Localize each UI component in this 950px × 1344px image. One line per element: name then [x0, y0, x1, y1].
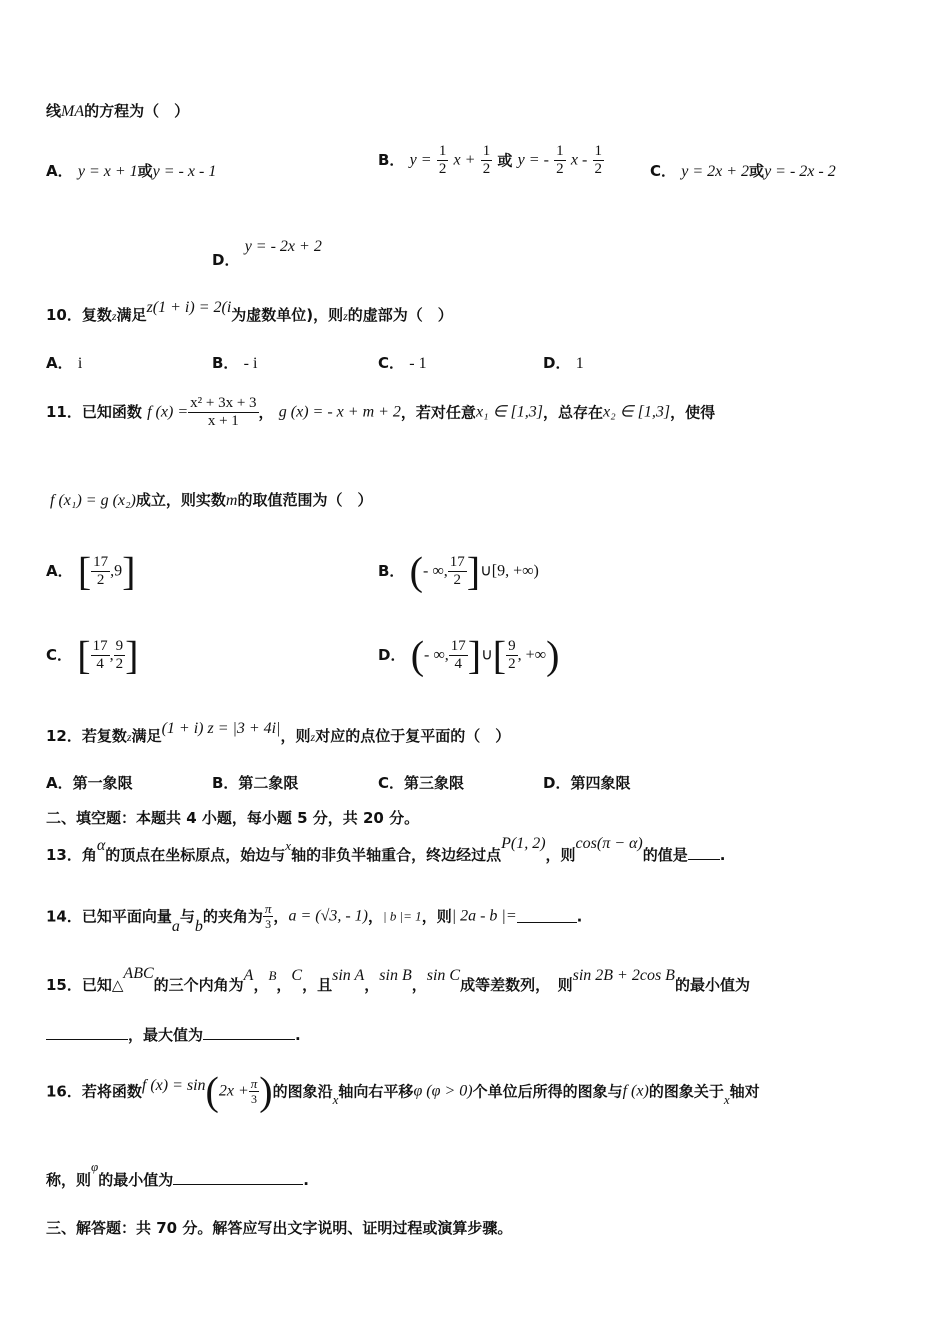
or-text: 或: [497, 151, 513, 170]
q9-a-eq1: y = x + 1: [77, 163, 138, 180]
q11-x1-range: x₁ ∈ [1,3]: [475, 403, 543, 421]
option-label: C．: [650, 162, 677, 180]
q12-text3: 对应的点位于复平面的（ ）: [315, 727, 511, 745]
q11-option-c: C． [ $\frac{17}{4}$ , $\frac{9}{2}$ ]: [46, 632, 139, 678]
q11-x2-range: x₂ ∈ [1,3]: [603, 403, 671, 421]
option-label: A．: [46, 162, 73, 180]
q10-z: z: [343, 309, 348, 323]
q12-text1: 满足: [131, 727, 162, 745]
option-label: B．: [378, 151, 405, 169]
question-16: 16．若将函数f (x) = sin(2x + $\frac{\pi}{3}$ )的图象沿x轴向右平移φ (φ > 0)个单位后所得的图象与f (x)的图象关于x轴对: [46, 1068, 760, 1114]
option-label: D．: [212, 251, 240, 269]
q9-b-frac4: $\frac{1}{2}$: [594, 143, 603, 177]
or-text: 或: [749, 162, 765, 180]
q11-text5: 的取值范围为（ ）: [237, 491, 373, 509]
q9-stem-math: MA: [61, 103, 85, 120]
q12-number: 12．若复数: [46, 727, 127, 745]
q12-option-c: C．第三象限: [378, 774, 465, 792]
q10-z: z: [111, 309, 117, 323]
q11-number: 11．已知函数: [46, 403, 142, 421]
q10-option-a: A． i: [46, 354, 83, 372]
q9-stem: [46, 101, 189, 122]
q12-option-a: A．第一象限: [46, 774, 133, 792]
q9-b-x2: x -: [570, 151, 588, 169]
question-10: [46, 299, 453, 326]
q14-answer-blank[interactable]: [517, 910, 577, 923]
q9-stem-post: 的方程为（ ）: [84, 102, 190, 120]
q10-text2: 为虚数单位)，则: [231, 306, 344, 324]
q11-cond: f (x₁) = g (x₂): [50, 492, 136, 509]
q10-option-d: D． 1: [543, 354, 584, 372]
q10-equation: z(1 + i) = 2(i: [146, 299, 232, 316]
q13-answer-blank[interactable]: [688, 845, 720, 860]
q11-option-d: D． (- ∞, $\frac{17}{4}$ ]∪[ $\frac{9}{2}$ , +∞): [378, 632, 560, 678]
q13-cos-expr: cos(π − α): [575, 835, 643, 852]
option-label: A．: [46, 562, 73, 580]
q9-b-frac1: $\frac{1}{2}$: [438, 143, 447, 177]
q13-point: P(1, 2): [501, 835, 546, 852]
q11-condition: [50, 490, 372, 511]
q9-b-x: x +: [453, 151, 476, 169]
q11-g: g (x) = - x + m + 2: [278, 403, 401, 421]
q12-text2: ，则: [280, 727, 311, 745]
q9-option-c: [650, 161, 836, 182]
q16-answer-blank[interactable]: [173, 1170, 303, 1185]
question-14: 14．已知平面向量a与b的夹角为 $\frac{\pi}{3}$ ，a = (√3, - 1)，| b |= 1，则| 2a - b |= .: [46, 901, 583, 935]
q11-option-b: B． (- ∞, $\frac{17}{2}$ ]∪[9, +∞): [378, 548, 539, 594]
q11-option-a: A． [ $\frac{17}{2}$ ,9]: [46, 548, 136, 594]
q11-m: m: [225, 492, 238, 509]
q12-equation: (1 + i) z = |3 + 4i|: [161, 720, 281, 737]
q12-option-d: D．第四象限: [543, 774, 631, 792]
section-2-heading: 二、填空题：本题共 4 小题，每小题 5 分，共 20 分。: [46, 809, 420, 827]
q10-option-b: B． - i: [212, 354, 258, 372]
q11-f-frac: $\frac{\text{x² + 3x + 3}}{x + 1}$: [190, 395, 257, 429]
q9-a-eq2: y = - x - 1: [152, 163, 217, 180]
q10-number: 10．复数: [46, 306, 112, 324]
question-15: 15．已知△ABC的三个内角为A，B，C，且sin A，sin B，sin C成等差数列， 则sin 2B + 2cos B的最小值为: [46, 965, 750, 994]
or-text: 或: [137, 162, 153, 180]
q12-option-b: B．第二象限: [212, 774, 299, 792]
q10-text3: 的虚部为（ ）: [347, 306, 453, 324]
q9-b-frac3: $\frac{1}{2}$: [556, 143, 564, 177]
option-label: B．: [378, 562, 405, 580]
q9-c-eq1: y = 2x + 2: [681, 163, 750, 180]
q13-number: 13．角: [46, 846, 97, 864]
q10-option-c: C． - 1: [378, 354, 427, 372]
q11-text3: ，使得: [670, 403, 716, 422]
q9-b-y2: y = -: [517, 151, 549, 169]
q16-cont: 称，则φ的最小值为 .: [46, 1159, 309, 1189]
q11-text2: ，总存在: [543, 403, 604, 422]
q10-text1: 满足: [116, 306, 147, 324]
q9-b-y: y =: [409, 151, 432, 169]
q9-option-a: [46, 161, 216, 182]
q11-comma: ，: [258, 403, 274, 422]
q9-d-eq: y = - 2x + 2: [244, 238, 322, 255]
option-label: C．: [46, 646, 73, 664]
q9-b-frac2: $\frac{1}{2}$: [482, 143, 491, 177]
section-3-heading: 三、解答题：共 70 分。解答应写出文字说明、证明过程或演算步骤。: [46, 1219, 513, 1237]
option-label: D．: [378, 646, 406, 664]
q11-f: f (x) =: [147, 403, 189, 421]
q9-c-eq2: y = - 2x - 2: [764, 163, 836, 180]
q9-option-d: [212, 236, 322, 269]
q11-text1: ，若对任意: [400, 403, 476, 422]
question-12: 12．若复数z满足(1 + i) z = |3 + 4i|，则z对应的点位于复平面的（ ）: [46, 720, 511, 745]
q15-max-blank[interactable]: [203, 1025, 295, 1040]
q15-answers: ，最大值为 .: [46, 1025, 301, 1045]
q15-min-blank[interactable]: [46, 1025, 128, 1040]
question-13: 13．角α的顶点在坐标原点，始边与x轴的非负半轴重合，终边经过点P(1, 2)，则cos(π − α)的值是 .: [46, 835, 726, 864]
question-11: [46, 392, 715, 433]
q9-option-b: [378, 140, 604, 181]
q9-stem-pre: 线: [46, 102, 62, 120]
q11-text4: 成立，则实数: [135, 491, 226, 509]
